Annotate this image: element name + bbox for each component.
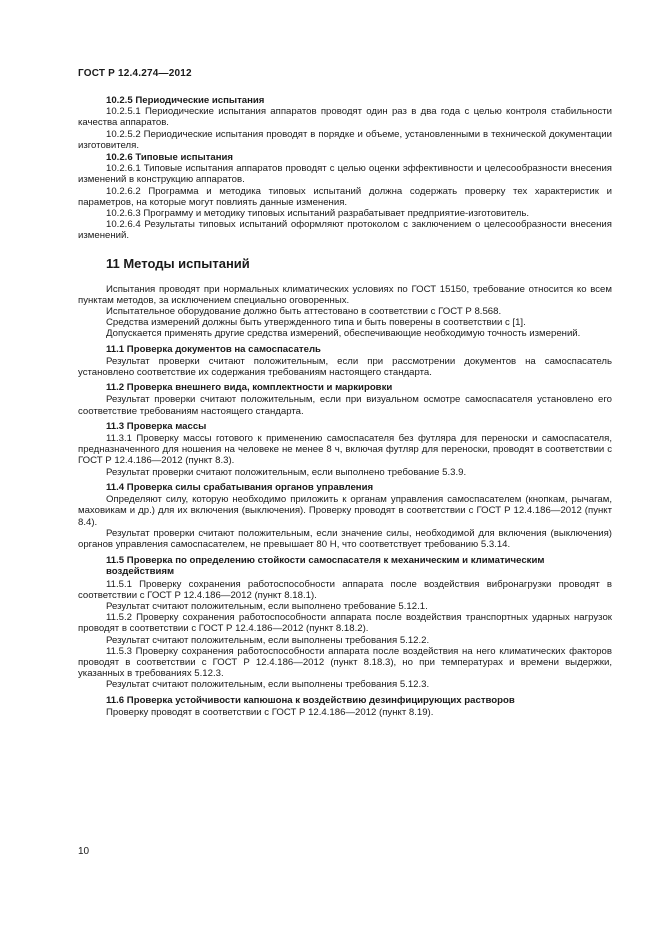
paragraph: Испытательное оборудование должно быть аттестовано в соответствии с ГОСТ Р 8.568. bbox=[106, 306, 502, 318]
paragraph: 10.2.5.2 Периодические испытания проводят в порядке и объеме, установленными в технической документации изготовителя. bbox=[78, 128, 612, 151]
paragraph: 10.2.6.4 Результаты типовых испытаний оформляют протоколом с заключением о целесообразности внесения изменений. bbox=[78, 219, 612, 242]
paragraph: Средства измерений должны быть утвержденного типа и быть поверены в соответствии с [1]. bbox=[106, 317, 526, 329]
heading-line: 11.5 Проверка по определению стойкости самоспасателя к механическим и климатическим bbox=[106, 555, 545, 567]
paragraph: Результат проверки считают положительным, если при визуальном осмотре самоспасателя установлено его соответствие требованиям настоящего стандарта. bbox=[78, 394, 612, 417]
paragraph: 11.3.1 Проверку массы готового к применению самоспасателя без футляра для переноски и самоспасателя, предназначенного для ношения на человеке не менее 8 ч, включая футляр для переноски, проводят в соответствии с ГОСТ Р 12.4.186—2012 (пункт 8.3). bbox=[78, 433, 612, 467]
paragraph: 11.5.2 Проверку сохранения работоспособности аппарата после воздействия транспортных ударных нагрузок проводят в соответствии с ГОСТ Р 12.4.186—2012 (пункт 8.18.2). bbox=[78, 612, 612, 635]
subsection-heading: 11.3 Проверка массы bbox=[106, 420, 207, 432]
paragraph: 10.2.6.3 Программу и методику типовых испытаний разрабатывает предприятие-изготовитель. bbox=[106, 208, 530, 220]
paragraph: Проверку проводят в соответствии с ГОСТ Р 12.4.186—2012 (пункт 8.19). bbox=[106, 706, 434, 718]
page-number: 10 bbox=[78, 846, 90, 857]
paragraph: Допускается применять другие средства измерений, обеспечивающие необходимую точность измерений. bbox=[106, 328, 581, 340]
page-content bbox=[78, 94, 612, 718]
paragraph: Определяют силу, которую необходимо приложить к органам управления самоспасателем (кнопкам, рычагам, маховикам и др.) для их включения (выключения). Проверку проводят в соответствии с ГОСТ Р 12.4.186—2012 (пункт 8.4). bbox=[78, 494, 612, 528]
paragraph: Результат считают положительным, если выполнены требования 5.12.2. bbox=[106, 634, 430, 646]
paragraph: Результат считают положительным, если выполнены требования 5.12.3. bbox=[106, 679, 430, 691]
paragraph: Результат проверки считают положительным, если при рассмотрении документов на самоспасатель установлено соответствие их содержания требованиям настоящего стандарта. bbox=[78, 355, 612, 379]
paragraph: 11.5.3 Проверку сохранения работоспособности аппарата после воздействия на него климатических факторов проводят в соответствии с ГОСТ Р 12.4.186—2012 (пункт 8.18.3), но при температурах и времени выдержки, указанных в требованиях 5.12.3. bbox=[78, 645, 612, 680]
heading-line: воздействиям bbox=[106, 566, 175, 578]
subsection-heading bbox=[78, 555, 612, 577]
document-header: ГОСТ Р 12.4.274—2012 bbox=[78, 68, 192, 79]
paragraph: 10.2.5.1 Периодические испытания аппаратов проводят один раз в два года с целью контроля стабильности качества аппаратов. bbox=[78, 106, 612, 129]
paragraph: Испытания проводят при нормальных климатических условиях по ГОСТ 15150, требование относится ко всем пунктам методов, за исключением специально оговоренных. bbox=[78, 283, 612, 306]
subsection-heading: 10.2.6 Типовые испытания bbox=[106, 152, 234, 164]
paragraph: 10.2.6.2 Программа и методика типовых испытаний должна содержать проверку тех характеристик и параметров, на которые могут повлиять данные изменения. bbox=[78, 185, 612, 208]
section-heading: 11 Методы испытаний bbox=[106, 255, 250, 271]
paragraph: Результат считают положительным, если выполнено требование 5.12.1. bbox=[106, 600, 428, 612]
subsection-heading: 11.1 Проверка документов на самоспасатель bbox=[106, 343, 321, 355]
subsection-heading: 11.4 Проверка силы срабатывания органов управления bbox=[106, 481, 374, 493]
subsection-heading: 11.6 Проверка устойчивости капюшона к воздействию дезинфицирующих растворов bbox=[106, 694, 515, 706]
paragraph: 11.5.1 Проверку сохранения работоспособности аппарата после воздействия вибронагрузки проводят в соответствии с ГОСТ Р 12.4.186—2012 (пункт 8.18.1). bbox=[78, 578, 612, 601]
paragraph: Результат проверки считают положительным, если значение силы, необходимой для включения (выключения) органов управления самоспасателем, не превышает 80 Н, что соответствует требованию 5.3.14. bbox=[78, 527, 612, 550]
subsection-heading: 10.2.5 Периодические испытания bbox=[106, 95, 265, 106]
paragraph: Результат проверки считают положительным, если выполнено требование 5.3.9. bbox=[106, 466, 467, 478]
paragraph: 10.2.6.1 Типовые испытания аппаратов проводят с целью оценки эффективности и целесообразности внесения изменений в конструкцию аппаратов. bbox=[78, 163, 612, 186]
subsection-heading: 11.2 Проверка внешнего вида, комплектности и маркировки bbox=[106, 382, 393, 394]
